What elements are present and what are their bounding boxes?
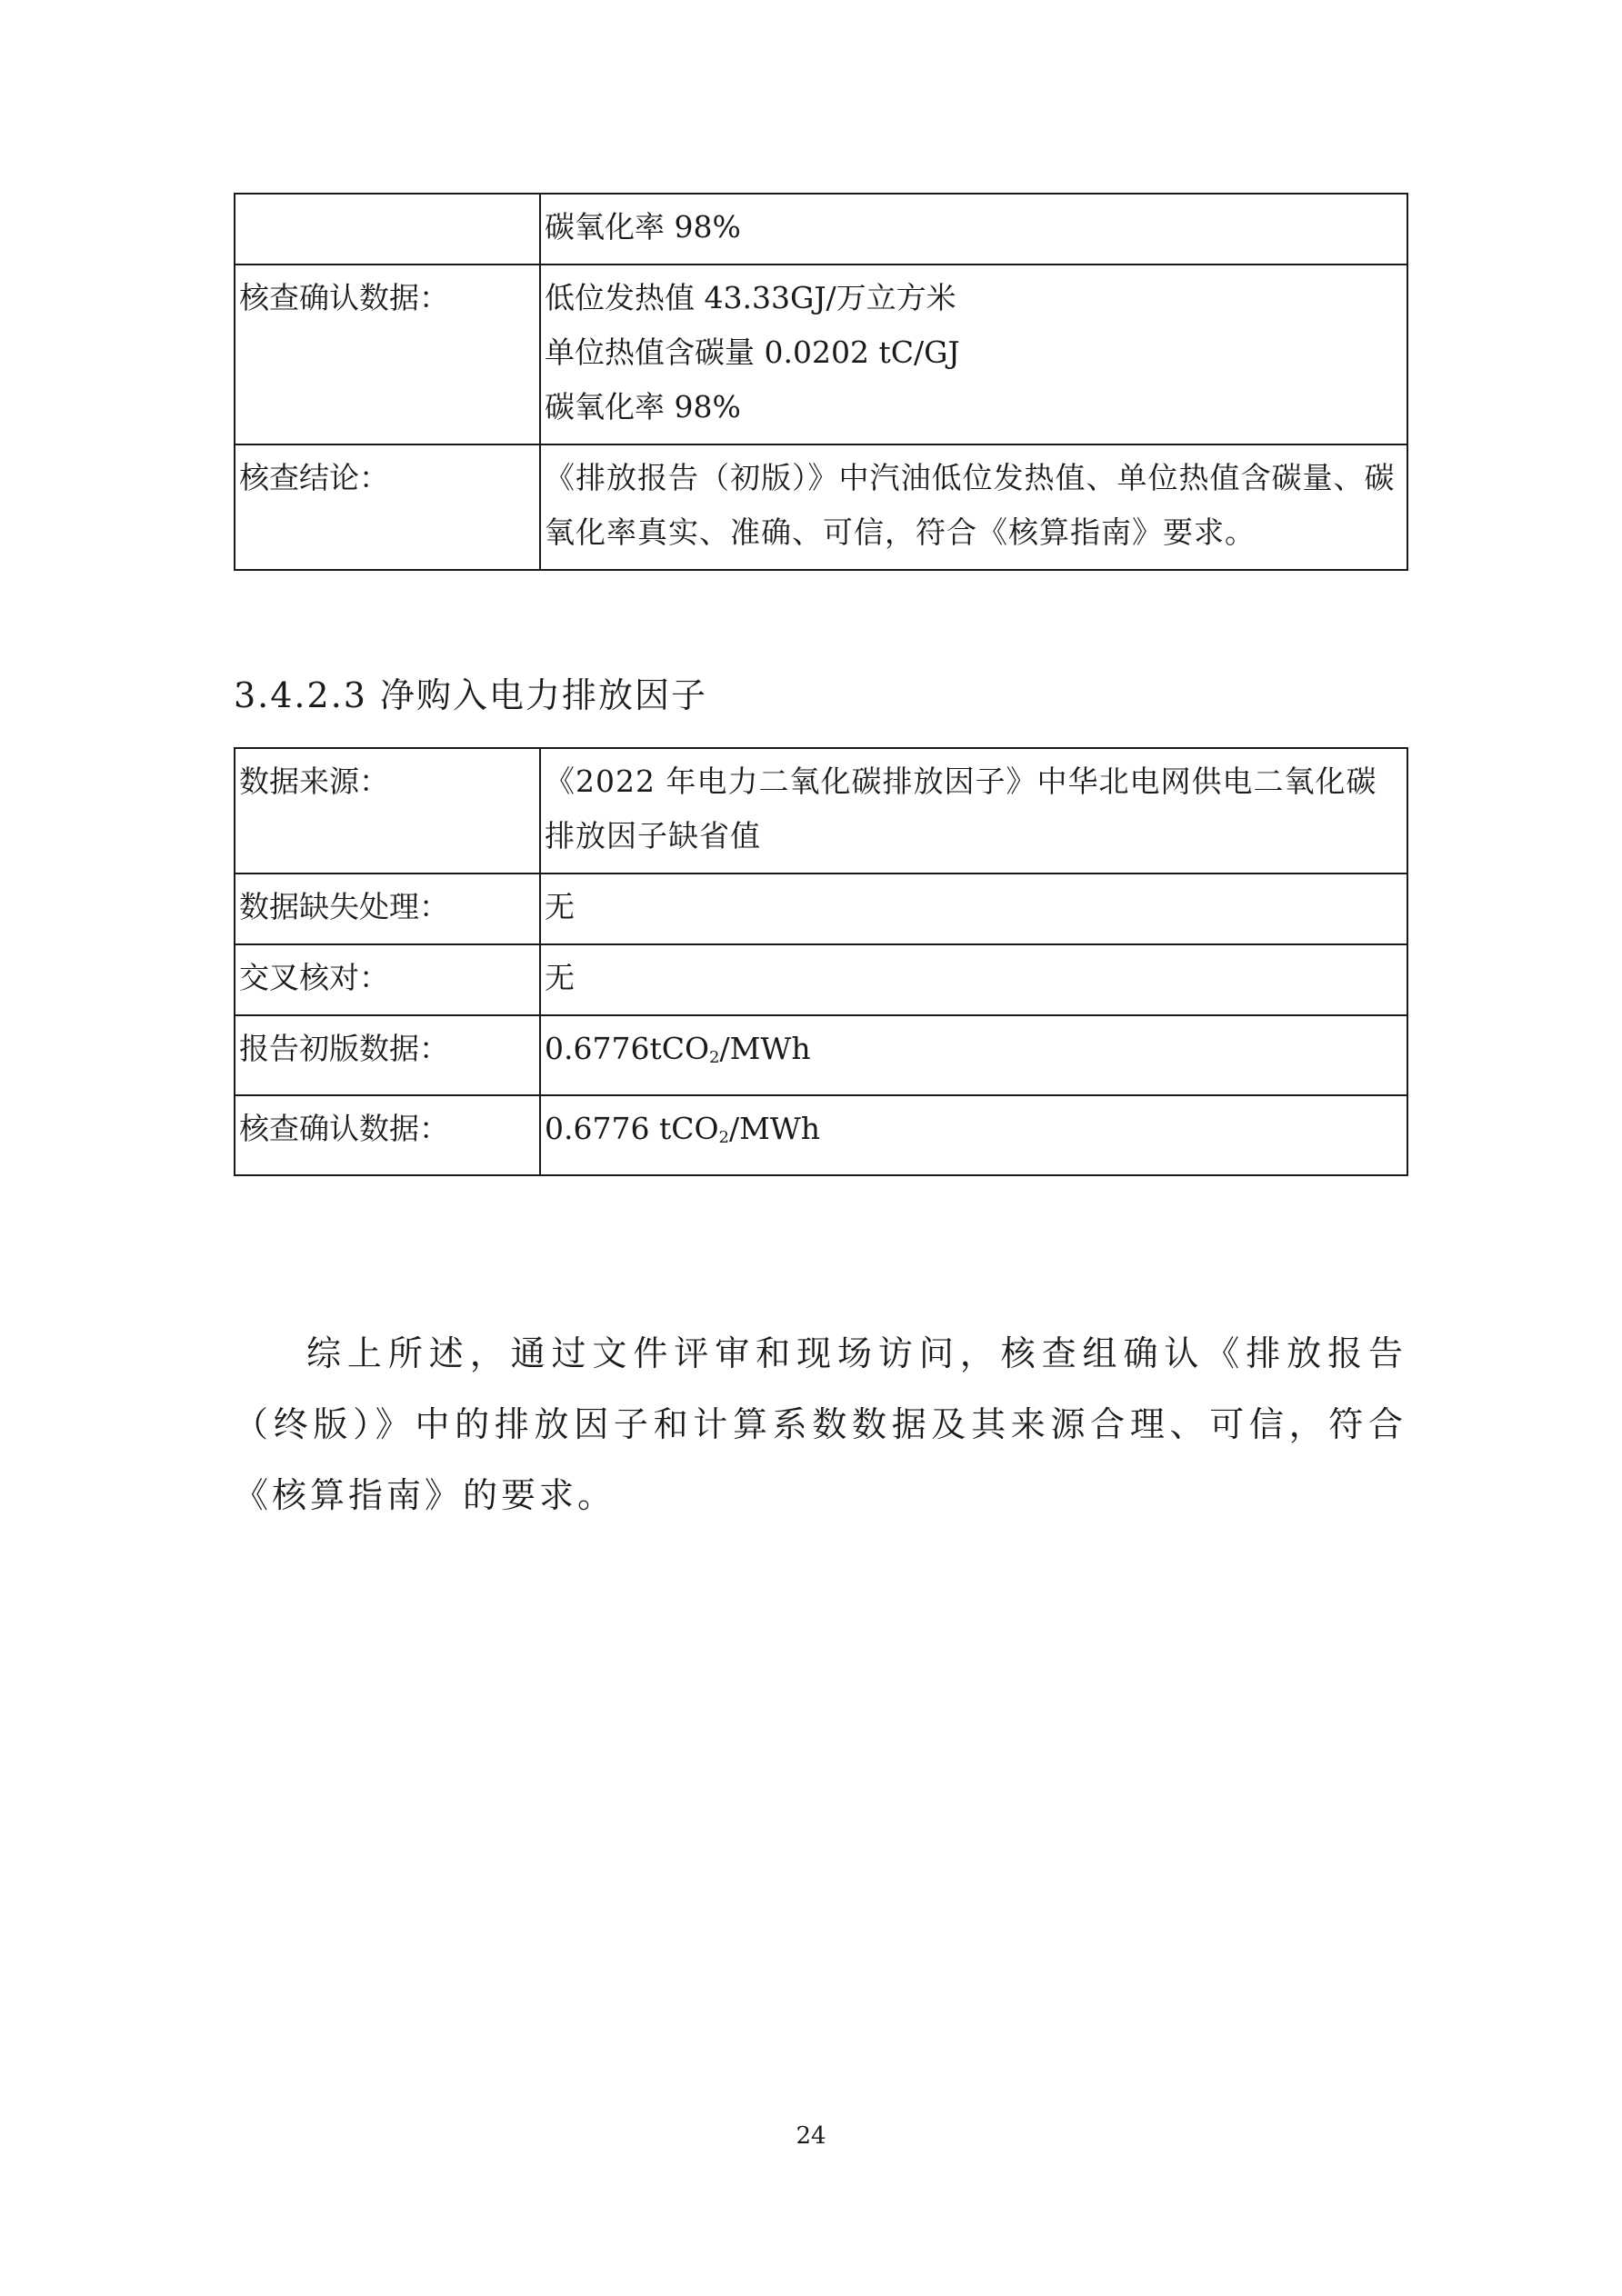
row-label: 数据缺失处理：	[235, 873, 540, 944]
summary-paragraph: 综上所述，通过文件评审和现场访问，核查组确认《排放报告（终版）》中的排放因子和计算系数数据及其来源合理、可信，符合《核算指南》的要求。	[234, 1333, 1407, 1515]
page-number: 24	[796, 2122, 826, 2150]
row-value	[540, 1015, 1407, 1095]
value-line: 低位发热值 43.33GJ/万立方米	[545, 280, 956, 315]
row-value: 《2022 年电力二氧化碳排放因子》中华北电网供电二氧化碳排放因子缺省值	[540, 748, 1407, 873]
table-row	[235, 444, 1407, 570]
row-value: 无	[540, 944, 1407, 1015]
row-label: 核查结论：	[235, 444, 540, 570]
row-value	[540, 194, 1407, 265]
row-label: 交叉核对：	[235, 944, 540, 1015]
electricity-emission-factor-table	[234, 747, 1408, 1176]
row-value: 《排放报告（初版）》中汽油低位发热值、单位热值含碳量、碳氧化率真实、准确、可信，符合《核算指南》要求。	[540, 444, 1407, 570]
value-line: 单位热值含碳量 0.0202 tC/GJ	[545, 334, 960, 370]
subscript: 2	[709, 1048, 720, 1067]
table-row	[235, 748, 1407, 873]
value-prefix: 0.6776tCO	[545, 1031, 710, 1066]
section-heading: 3.4.2.3 净购入电力排放因子	[234, 675, 708, 715]
value-line: 碳氧化率 98%	[545, 209, 741, 245]
row-label	[235, 194, 540, 265]
value-line: 碳氧化率 98%	[545, 389, 741, 424]
row-label: 数据来源：	[235, 748, 540, 873]
subscript: 2	[718, 1128, 729, 1147]
row-label: 核查确认数据：	[235, 265, 540, 444]
row-label: 报告初版数据：	[235, 1015, 540, 1095]
emission-factor-table-continued	[234, 193, 1408, 571]
table-row	[235, 873, 1407, 944]
table-row	[235, 265, 1407, 444]
table-row	[235, 194, 1407, 265]
row-value: 无	[540, 873, 1407, 944]
row-value	[540, 1095, 1407, 1175]
table-row	[235, 1015, 1407, 1095]
value-suffix: /MWh	[728, 1111, 821, 1146]
value-suffix: /MWh	[719, 1031, 811, 1066]
value-prefix: 0.6776 tCO	[545, 1111, 719, 1146]
row-label: 核查确认数据：	[235, 1095, 540, 1175]
table-row	[235, 1095, 1407, 1175]
row-value	[540, 265, 1407, 444]
table-row	[235, 944, 1407, 1015]
